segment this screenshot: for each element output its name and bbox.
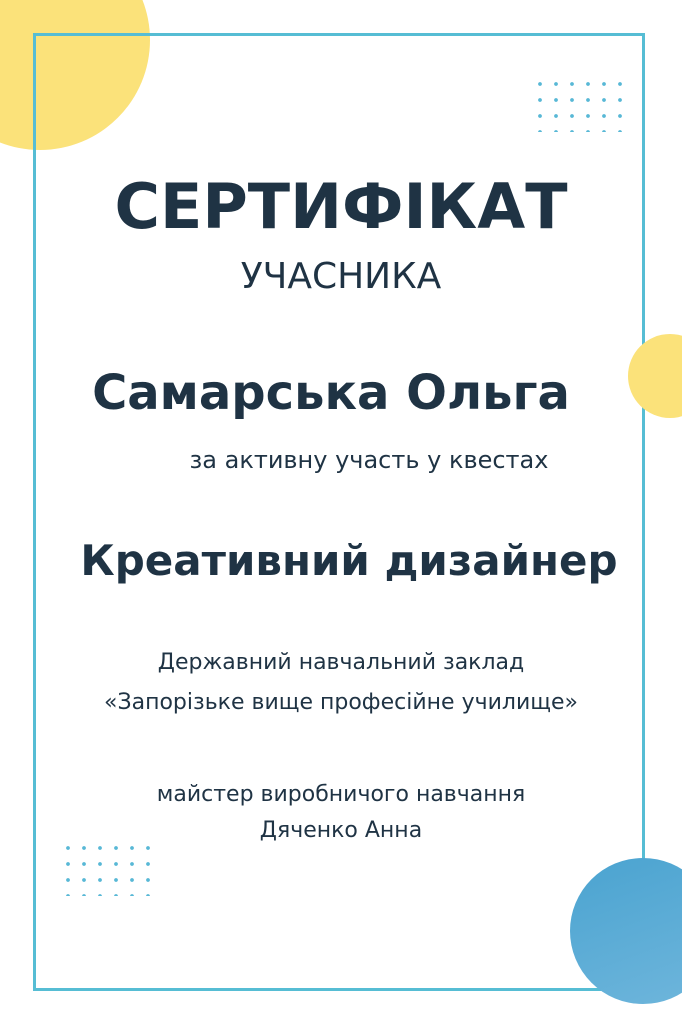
decorative-dots-bottom-left xyxy=(60,840,156,896)
recipient-name: Самарська Ольга xyxy=(92,365,570,421)
certificate-title: СЕРТИФІКАТ xyxy=(114,170,568,243)
signer-name: Дяченко Анна xyxy=(259,818,423,843)
award-title: Креативний дизайнер xyxy=(80,536,618,585)
award-reason: за активну участь у квестах xyxy=(189,446,549,474)
certificate-subtitle: УЧАСНИКА xyxy=(240,256,442,297)
decorative-dots-top-right xyxy=(532,76,628,132)
signer-title: майстер виробничого навчання xyxy=(156,782,526,807)
institution-line-1: Державний навчальний заклад xyxy=(157,650,525,675)
institution-line-2: «Запорізьке вище професійне училище» xyxy=(104,690,578,715)
